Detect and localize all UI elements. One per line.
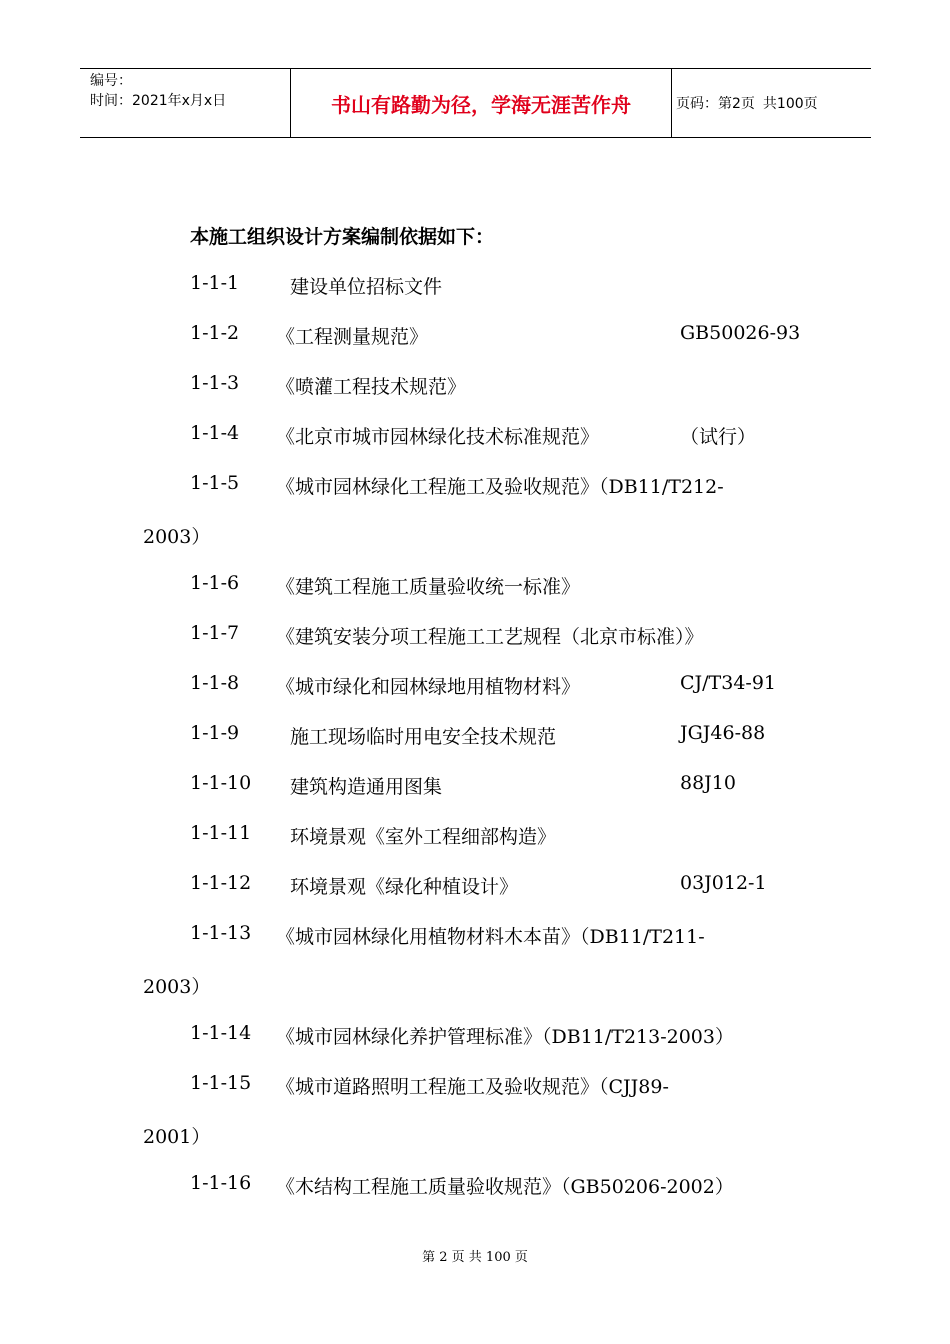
time-label: 时间：2021年x月x日 [90,93,227,109]
item-text: 《城市园林绿化养护管理标准》（DB11/T213-2003） [276,1026,734,1048]
number-label: 编号： [90,73,132,89]
item-number: 1-1-3 [190,372,240,394]
item-number: 1-1-15 [190,1072,252,1094]
header-meta [80,69,291,137]
page-footer: 第 2 页 共 100 页 [422,1250,528,1265]
item-text: 环境景观《室外工程细部构造》 [290,826,557,848]
item-text-continuation: 2003） [143,526,211,548]
page-label: 页码：第2页 [676,96,755,112]
item-text: 环境景观《绿化种植设计》 [290,876,519,898]
item-number: 1-1-7 [190,622,240,644]
item-text: 《城市道路照明工程施工及验收规范》（CJJ89- [276,1076,669,1098]
item-text: 《工程测量规范》 [276,326,429,348]
item-code: （试行） [680,426,757,448]
item-text: 《城市园林绿化用植物材料木本苗》（DB11/T211- [276,926,705,948]
item-text: 建设单位招标文件 [290,276,443,298]
item-code: GB50026-93 [680,322,801,344]
item-text: 施工现场临时用电安全技术规范 [290,726,557,748]
item-text: 《建筑工程施工质量验收统一标准》 [276,576,581,598]
item-number: 1-1-9 [190,722,240,744]
item-text-continuation: 2001） [143,1126,211,1148]
item-code: 88J10 [680,772,736,794]
item-code: 03J012-1 [680,872,767,894]
item-number: 1-1-4 [190,422,240,444]
item-number: 1-1-2 [190,322,240,344]
item-number: 1-1-8 [190,672,240,694]
item-number: 1-1-6 [190,572,240,594]
item-number: 1-1-14 [190,1022,252,1044]
item-number: 1-1-16 [190,1172,252,1194]
item-text: 《北京市城市园林绿化技术标准规范》 [276,426,600,448]
header-table [80,68,871,138]
item-text: 建筑构造通用图集 [290,776,443,798]
item-number: 1-1-13 [190,922,252,944]
total-pages-label: 共100页 [762,96,818,112]
item-code: JGJ46-88 [680,722,766,744]
motto: 书山有路勤为径，学海无涯苦作舟 [291,69,672,137]
item-number: 1-1-5 [190,472,240,494]
item-text-continuation: 2003） [143,976,211,998]
item-text: 《木结构工程施工质量验收规范》（GB50206-2002） [276,1176,734,1198]
item-text: 《建筑安装分项工程施工工艺规程（北京市标准）》 [276,626,704,648]
item-text: 《城市园林绿化工程施工及验收规范》（DB11/T212- [276,476,724,498]
item-text: 《喷灌工程技术规范》 [276,376,467,398]
item-number: 1-1-12 [190,872,252,894]
item-number: 1-1-1 [190,272,240,294]
page-info [672,69,871,137]
section-title: 本施工组织设计方案编制依据如下： [190,226,495,248]
item-number: 1-1-10 [190,772,252,794]
item-number: 1-1-11 [190,822,252,844]
item-code: CJ/T34-91 [680,672,777,694]
item-text: 《城市绿化和园林绿地用植物材料》 [276,676,581,698]
